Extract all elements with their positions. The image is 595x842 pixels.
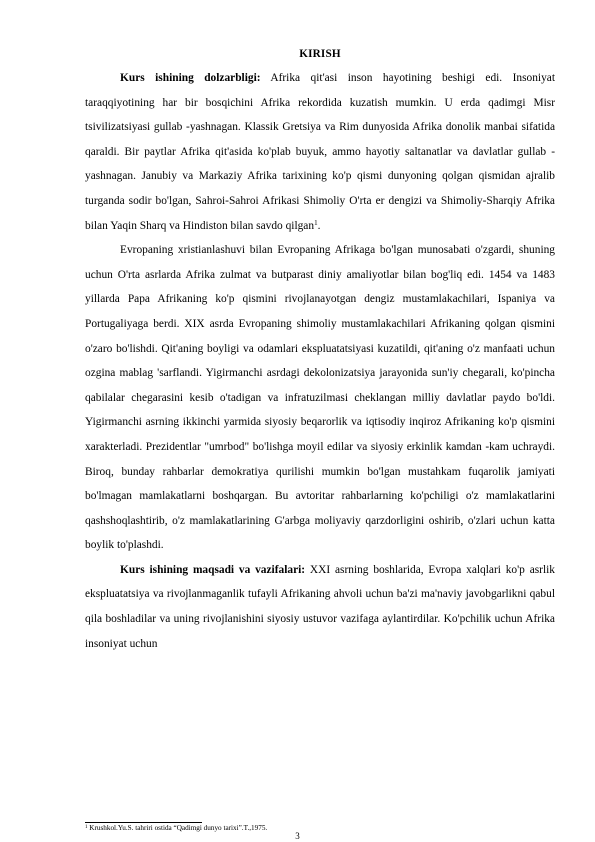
document-page [85, 42, 555, 656]
footnote-marker: 1 [85, 825, 88, 830]
paragraph-goals [85, 558, 555, 656]
paragraph-relevance [85, 66, 555, 238]
footnote-separator [85, 822, 202, 823]
paragraph-body: XXI asrning boshlarida, Evropa xalqlari ko'p asrlik ekspluatatsiya va rivojlanmaganlik tufayli Afrikaning ahvoli uchun ba'zi ma'naviy javobgarlikni qabul qila boshladilar va uning rivojlanishini siyosiy ustuvor vazifaga aylantirdilar. Ko'pchilik uchun Afrika insoniyat uchun [85, 563, 555, 650]
paragraph-lead-relevance: Kurs ishining dolzarbligi: [120, 72, 261, 84]
paragraph-end: . [317, 219, 321, 232]
section-title: KIRISH [299, 48, 341, 60]
page-number: 3 [295, 831, 300, 841]
paragraph-body: Afrika qit'asi inson hayotining beshigi edi. Insoniyat taraqqiyotining har bir bosqichini Afrika rekordida kuzatish mumkin. U erda qadimgi Misr tsivilizatsiyasi gullab -yashnagan. Klassik Gretsiya va Rim dunyosida Afrika donolik manbai sifatida qaraldi. Bir paytlar Afrika qit'asida ko'plab buyuk, ammo hayotiy saltanatlar va davlatlar gullab -yashnagan. Janubiy va Markaziy Afrika tarixining ko'p qismi dunyoning qolgan qismidan ajralib turganda sodir bo'lgan, Sahroi-Sahroi Afrikasi Shimoliy O'rta er dengizi va Shimoliy-Sharqiy Afrika bilan Yaqin Sharq va Hindiston bilan savdo qilgan [85, 72, 556, 232]
footnote-text: Krushkol.Yu.S. tahriri ostida “Qadimgi dunyo tarixi”.T.,1975. [87, 824, 268, 832]
paragraph-lead-goals: Kurs ishining maqsadi va vazifalari: [120, 563, 306, 576]
paragraph-europe [85, 238, 555, 558]
footnote-reference[interactable]: 1 [314, 218, 318, 227]
paragraph-body: Evropaning xristianlashuvi bilan Evropaning Afrikaga bo'lgan munosabati o'zgardi, shuning uchun O'rta asrlarda Afrika zulmat va butparast diniy amaliyotlar bilan bog'liq edi. 1454 va 1483 yillarda Papa Afrikaning ko'p qismini rivojlanayotgan dengiz mustamlakachilari, Ispaniya va Portugaliyaga berdi. XIX asrda Evropaning shimoliy mustamlakachilari Afrikaning qolgan qismini o'zaro bo'lishdi. Qit'aning boyligi va odamlari ekspluatatsiyasi kuzatildi, qit'aning o'z manfaati uchun ozgina mablag 'sarflandi. Yigirmanchi asrdagi dekolonizatsiya jarayonida sun'iy chegarali, ko'pincha qabilalar chegarasini kesib o'tadigan va infratuzilmasi cheklangan milliy davlatlar paydo bo'ldi. Yigirmanchi asrning ikkinchi yarmida siyosiy beqarorlik va iqtisodiy inqiroz Afrikaning ko'p qismini xarakterladi. Prezidentlar "umrbod" bo'lishga moyil edilar va siyosiy erkinlik kamdan -kam uchraydi. Biroq, bunday rahbarlar demokratiya qurilishi mumkin bo'lgan mustahkam fuqarolik jamiyati bo'lmagan mamlakatlarni boshqargan. Bu avtoritar rahbarlarning ko'pchiligi o'z mamlakatlarini qashshoqlashtirib, o'z mamlakatlarining G'arbga moliyaviy qarzdorligini oshirib, o'zlari uchun katta boylik to'plashdi. [85, 244, 555, 552]
